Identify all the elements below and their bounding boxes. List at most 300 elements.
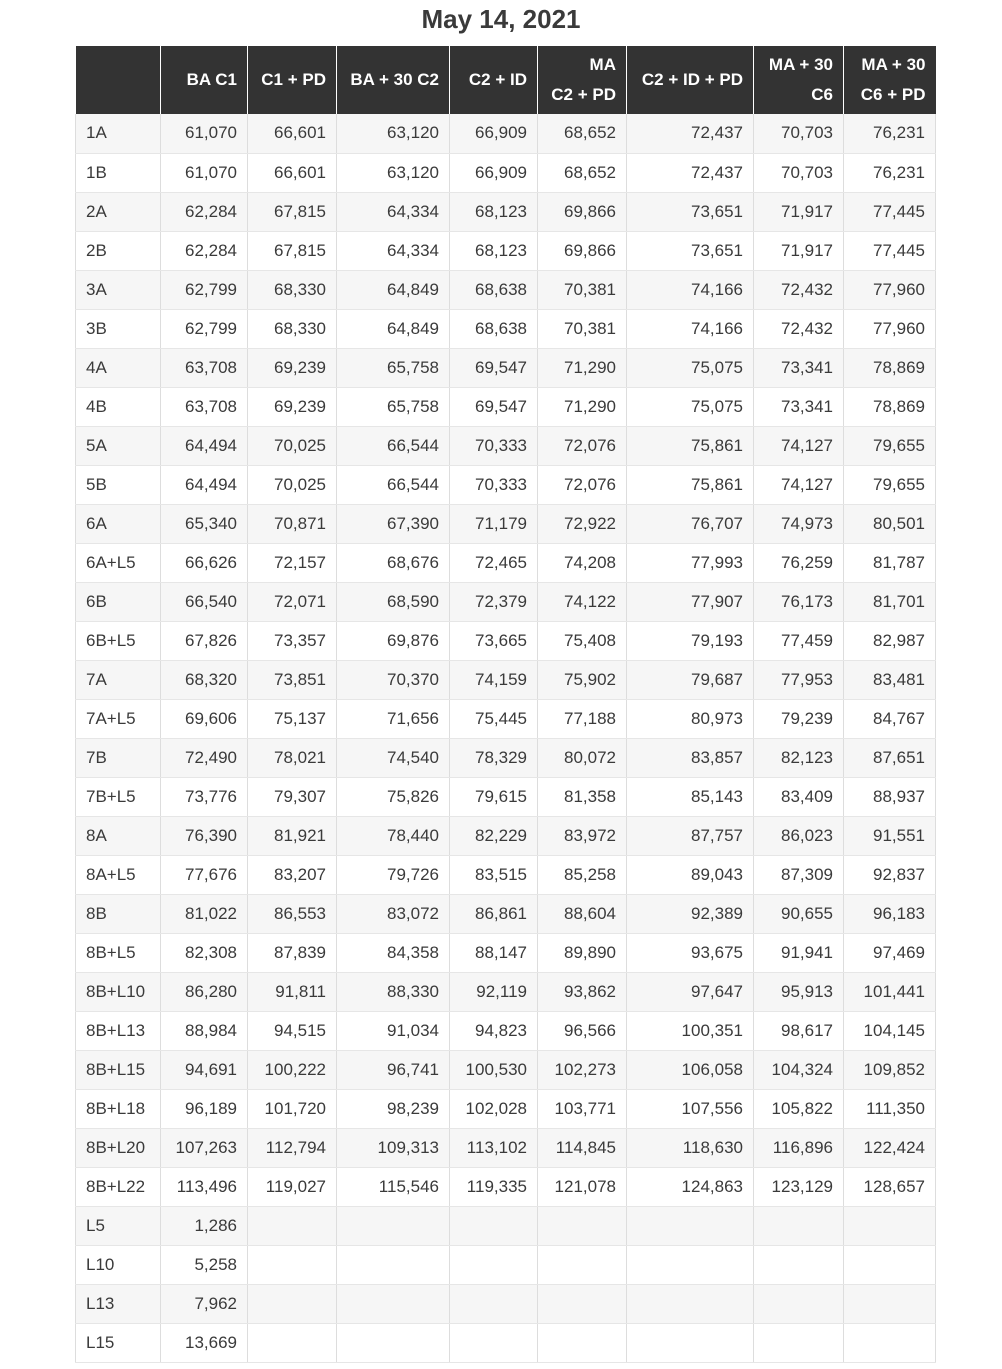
salary-cell: 80,501 — [844, 504, 936, 543]
salary-cell: 78,869 — [844, 348, 936, 387]
salary-cell: 91,941 — [754, 933, 844, 972]
salary-cell: 73,651 — [627, 192, 754, 231]
table-row — [76, 1089, 936, 1128]
salary-cell: 94,515 — [248, 1011, 337, 1050]
salary-cell: 72,071 — [248, 582, 337, 621]
salary-cell: 78,440 — [337, 816, 450, 855]
salary-cell: 68,330 — [248, 309, 337, 348]
salary-cell: 92,389 — [627, 894, 754, 933]
salary-cell — [627, 1323, 754, 1362]
header-cell-blank — [76, 46, 161, 114]
table-row — [76, 465, 936, 504]
salary-cell: 101,720 — [248, 1089, 337, 1128]
salary-cell: 89,890 — [538, 933, 627, 972]
table-row — [76, 1011, 936, 1050]
salary-table — [75, 46, 936, 1363]
salary-cell: 81,022 — [161, 894, 248, 933]
salary-cell: 96,741 — [337, 1050, 450, 1089]
salary-cell: 67,390 — [337, 504, 450, 543]
salary-cell: 62,799 — [161, 270, 248, 309]
salary-cell: 83,857 — [627, 738, 754, 777]
salary-cell: 87,309 — [754, 855, 844, 894]
salary-cell: 73,665 — [450, 621, 538, 660]
salary-cell: 69,239 — [248, 348, 337, 387]
salary-cell: 69,606 — [161, 699, 248, 738]
salary-cell: 81,358 — [538, 777, 627, 816]
salary-cell: 63,120 — [337, 153, 450, 192]
salary-cell: 83,207 — [248, 855, 337, 894]
salary-cell: 7,962 — [161, 1284, 248, 1323]
salary-cell — [337, 1206, 450, 1245]
salary-cell: 91,811 — [248, 972, 337, 1011]
row-label-cell: 1B — [76, 153, 161, 192]
salary-cell: 113,102 — [450, 1128, 538, 1167]
salary-cell: 79,655 — [844, 426, 936, 465]
salary-cell: 75,861 — [627, 465, 754, 504]
column-header-line: C2 + PD — [551, 85, 616, 104]
salary-cell: 105,822 — [754, 1089, 844, 1128]
table-row — [76, 738, 936, 777]
salary-cell: 107,263 — [161, 1128, 248, 1167]
salary-cell: 1,286 — [161, 1206, 248, 1245]
salary-cell: 75,137 — [248, 699, 337, 738]
salary-cell: 76,231 — [844, 153, 936, 192]
salary-cell: 72,490 — [161, 738, 248, 777]
salary-cell: 79,655 — [844, 465, 936, 504]
table-row — [76, 426, 936, 465]
salary-cell: 74,208 — [538, 543, 627, 582]
salary-cell: 61,070 — [161, 114, 248, 153]
salary-cell: 70,381 — [538, 309, 627, 348]
salary-cell: 73,651 — [627, 231, 754, 270]
row-label-cell: L13 — [76, 1284, 161, 1323]
salary-cell: 72,465 — [450, 543, 538, 582]
salary-cell: 77,445 — [844, 231, 936, 270]
salary-cell: 70,703 — [754, 114, 844, 153]
column-header — [248, 46, 337, 114]
salary-cell: 82,123 — [754, 738, 844, 777]
salary-cell: 112,794 — [248, 1128, 337, 1167]
row-label-cell: 6A+L5 — [76, 543, 161, 582]
salary-cell: 70,871 — [248, 504, 337, 543]
salary-cell: 121,078 — [538, 1167, 627, 1206]
row-label-cell: 6B — [76, 582, 161, 621]
salary-cell: 5,258 — [161, 1245, 248, 1284]
salary-cell: 74,159 — [450, 660, 538, 699]
salary-cell: 80,973 — [627, 699, 754, 738]
salary-cell — [450, 1323, 538, 1362]
salary-cell: 91,551 — [844, 816, 936, 855]
row-label-cell: 4A — [76, 348, 161, 387]
salary-cell: 65,340 — [161, 504, 248, 543]
salary-cell: 82,229 — [450, 816, 538, 855]
salary-cell: 72,437 — [627, 114, 754, 153]
column-header — [450, 46, 538, 114]
salary-cell: 76,390 — [161, 816, 248, 855]
table-row — [76, 114, 936, 153]
salary-cell: 72,432 — [754, 309, 844, 348]
salary-cell: 73,357 — [248, 621, 337, 660]
salary-cell: 98,239 — [337, 1089, 450, 1128]
salary-cell: 94,823 — [450, 1011, 538, 1050]
salary-cell: 92,837 — [844, 855, 936, 894]
salary-cell: 62,284 — [161, 231, 248, 270]
salary-cell: 79,615 — [450, 777, 538, 816]
salary-cell: 78,329 — [450, 738, 538, 777]
salary-cell: 77,445 — [844, 192, 936, 231]
salary-cell: 79,239 — [754, 699, 844, 738]
salary-cell: 66,909 — [450, 114, 538, 153]
column-header-line: BA + 30 C2 — [350, 70, 439, 89]
row-label-cell: 6B+L5 — [76, 621, 161, 660]
salary-cell: 70,333 — [450, 465, 538, 504]
salary-cell: 119,027 — [248, 1167, 337, 1206]
salary-cell: 88,330 — [337, 972, 450, 1011]
salary-cell — [450, 1245, 538, 1284]
salary-cell: 72,157 — [248, 543, 337, 582]
salary-cell: 100,351 — [627, 1011, 754, 1050]
salary-cell: 86,553 — [248, 894, 337, 933]
salary-cell: 88,604 — [538, 894, 627, 933]
salary-cell: 73,776 — [161, 777, 248, 816]
salary-cell: 79,726 — [337, 855, 450, 894]
salary-cell: 77,993 — [627, 543, 754, 582]
salary-cell: 68,590 — [337, 582, 450, 621]
salary-cell — [754, 1245, 844, 1284]
salary-cell: 93,862 — [538, 972, 627, 1011]
salary-cell: 83,072 — [337, 894, 450, 933]
salary-cell: 74,166 — [627, 270, 754, 309]
row-label-cell: 8B+L10 — [76, 972, 161, 1011]
table-row — [76, 231, 936, 270]
salary-cell: 68,123 — [450, 192, 538, 231]
salary-cell: 124,863 — [627, 1167, 754, 1206]
salary-cell — [337, 1245, 450, 1284]
salary-cell: 71,656 — [337, 699, 450, 738]
salary-cell: 88,147 — [450, 933, 538, 972]
salary-cell: 91,034 — [337, 1011, 450, 1050]
salary-cell: 64,334 — [337, 231, 450, 270]
row-label-cell: 8B — [76, 894, 161, 933]
salary-cell: 66,601 — [248, 153, 337, 192]
salary-cell: 92,119 — [450, 972, 538, 1011]
salary-cell: 61,070 — [161, 153, 248, 192]
salary-cell: 69,866 — [538, 192, 627, 231]
salary-cell: 87,757 — [627, 816, 754, 855]
salary-cell: 66,601 — [248, 114, 337, 153]
row-label-cell: 1A — [76, 114, 161, 153]
salary-cell: 68,652 — [538, 114, 627, 153]
salary-cell: 77,953 — [754, 660, 844, 699]
salary-cell: 74,166 — [627, 309, 754, 348]
salary-cell: 69,876 — [337, 621, 450, 660]
salary-cell: 67,815 — [248, 231, 337, 270]
row-label-cell: 2B — [76, 231, 161, 270]
salary-cell: 73,341 — [754, 348, 844, 387]
salary-cell — [538, 1323, 627, 1362]
salary-cell: 83,972 — [538, 816, 627, 855]
row-label-cell: L5 — [76, 1206, 161, 1245]
salary-cell: 71,290 — [538, 348, 627, 387]
row-label-cell: 5A — [76, 426, 161, 465]
salary-cell: 78,869 — [844, 387, 936, 426]
salary-cell: 109,313 — [337, 1128, 450, 1167]
row-label-cell: 2A — [76, 192, 161, 231]
salary-cell: 71,917 — [754, 231, 844, 270]
table-row — [76, 387, 936, 426]
salary-cell: 66,544 — [337, 465, 450, 504]
salary-cell: 83,481 — [844, 660, 936, 699]
salary-cell: 89,043 — [627, 855, 754, 894]
salary-cell: 72,076 — [538, 465, 627, 504]
salary-cell: 65,758 — [337, 387, 450, 426]
row-label-cell: 5B — [76, 465, 161, 504]
salary-cell — [844, 1245, 936, 1284]
salary-cell — [337, 1284, 450, 1323]
row-label-cell: L10 — [76, 1245, 161, 1284]
salary-cell: 118,630 — [627, 1128, 754, 1167]
salary-cell: 79,687 — [627, 660, 754, 699]
salary-cell — [627, 1245, 754, 1284]
salary-cell: 88,984 — [161, 1011, 248, 1050]
salary-cell: 74,540 — [337, 738, 450, 777]
table-row — [76, 1167, 936, 1206]
salary-cell: 102,028 — [450, 1089, 538, 1128]
salary-cell: 96,566 — [538, 1011, 627, 1050]
table-row — [76, 1284, 936, 1323]
salary-cell: 70,025 — [248, 465, 337, 504]
table-row — [76, 816, 936, 855]
salary-cell: 88,937 — [844, 777, 936, 816]
table-row — [76, 777, 936, 816]
salary-cell: 116,896 — [754, 1128, 844, 1167]
salary-cell: 75,445 — [450, 699, 538, 738]
salary-cell: 79,193 — [627, 621, 754, 660]
salary-cell: 113,496 — [161, 1167, 248, 1206]
salary-cell: 77,676 — [161, 855, 248, 894]
salary-cell — [754, 1206, 844, 1245]
salary-cell: 87,651 — [844, 738, 936, 777]
salary-cell — [627, 1206, 754, 1245]
salary-cell: 67,815 — [248, 192, 337, 231]
salary-cell: 76,173 — [754, 582, 844, 621]
salary-cell: 68,330 — [248, 270, 337, 309]
row-label-cell: 4B — [76, 387, 161, 426]
page-title: May 14, 2021 — [421, 4, 581, 34]
row-label-cell: 8B+L5 — [76, 933, 161, 972]
salary-cell: 86,280 — [161, 972, 248, 1011]
salary-cell: 13,669 — [161, 1323, 248, 1362]
column-header — [754, 46, 844, 114]
salary-cell: 68,320 — [161, 660, 248, 699]
salary-cell: 83,409 — [754, 777, 844, 816]
salary-cell: 72,076 — [538, 426, 627, 465]
salary-cell: 86,861 — [450, 894, 538, 933]
salary-cell: 69,547 — [450, 387, 538, 426]
column-header-line: MA — [589, 55, 616, 74]
salary-cell: 115,546 — [337, 1167, 450, 1206]
salary-cell: 75,826 — [337, 777, 450, 816]
salary-cell: 106,058 — [627, 1050, 754, 1089]
salary-cell: 119,335 — [450, 1167, 538, 1206]
row-label-cell: 8B+L22 — [76, 1167, 161, 1206]
column-header-line: C6 + PD — [860, 85, 926, 104]
table-row — [76, 270, 936, 309]
table-row — [76, 1128, 936, 1167]
table-header — [76, 46, 936, 114]
table-body — [76, 114, 936, 1362]
salary-cell: 107,556 — [627, 1089, 754, 1128]
salary-cell: 71,179 — [450, 504, 538, 543]
salary-cell: 123,129 — [754, 1167, 844, 1206]
salary-cell: 72,437 — [627, 153, 754, 192]
salary-cell — [248, 1323, 337, 1362]
column-header-line: MA + 30 — [861, 55, 926, 74]
salary-cell: 75,902 — [538, 660, 627, 699]
salary-cell — [248, 1206, 337, 1245]
salary-cell: 63,708 — [161, 348, 248, 387]
table-row — [76, 582, 936, 621]
salary-cell — [248, 1245, 337, 1284]
salary-cell: 96,183 — [844, 894, 936, 933]
salary-cell: 77,960 — [844, 270, 936, 309]
row-label-cell: L15 — [76, 1323, 161, 1362]
table-row — [76, 543, 936, 582]
salary-cell: 69,866 — [538, 231, 627, 270]
salary-cell: 111,350 — [844, 1089, 936, 1128]
salary-cell: 68,652 — [538, 153, 627, 192]
column-header — [627, 46, 754, 114]
salary-cell: 104,145 — [844, 1011, 936, 1050]
table-row — [76, 660, 936, 699]
salary-cell: 101,441 — [844, 972, 936, 1011]
salary-cell: 86,023 — [754, 816, 844, 855]
salary-cell: 72,922 — [538, 504, 627, 543]
salary-cell: 74,127 — [754, 426, 844, 465]
row-label-cell: 7B+L5 — [76, 777, 161, 816]
salary-cell: 76,231 — [844, 114, 936, 153]
salary-cell: 70,025 — [248, 426, 337, 465]
table-row — [76, 309, 936, 348]
salary-cell: 81,787 — [844, 543, 936, 582]
salary-cell: 77,459 — [754, 621, 844, 660]
salary-cell: 100,222 — [248, 1050, 337, 1089]
salary-cell: 64,494 — [161, 465, 248, 504]
salary-cell: 66,540 — [161, 582, 248, 621]
salary-cell: 98,617 — [754, 1011, 844, 1050]
salary-cell: 73,341 — [754, 387, 844, 426]
column-header — [538, 46, 627, 114]
salary-cell: 109,852 — [844, 1050, 936, 1089]
salary-cell: 102,273 — [538, 1050, 627, 1089]
salary-cell: 77,907 — [627, 582, 754, 621]
salary-cell — [844, 1206, 936, 1245]
salary-cell: 103,771 — [538, 1089, 627, 1128]
salary-cell: 71,290 — [538, 387, 627, 426]
salary-cell: 75,075 — [627, 348, 754, 387]
table-row — [76, 894, 936, 933]
salary-cell: 66,626 — [161, 543, 248, 582]
salary-cell: 72,379 — [450, 582, 538, 621]
salary-cell: 70,333 — [450, 426, 538, 465]
salary-cell: 70,381 — [538, 270, 627, 309]
salary-cell — [248, 1284, 337, 1323]
salary-cell: 62,284 — [161, 192, 248, 231]
column-header-line: C1 + PD — [261, 70, 326, 89]
table-row — [76, 1050, 936, 1089]
salary-cell: 80,072 — [538, 738, 627, 777]
salary-cell: 71,917 — [754, 192, 844, 231]
salary-cell — [450, 1206, 538, 1245]
salary-cell: 69,239 — [248, 387, 337, 426]
salary-cell: 70,370 — [337, 660, 450, 699]
table-row — [76, 699, 936, 738]
row-label-cell: 8A+L5 — [76, 855, 161, 894]
salary-cell: 66,909 — [450, 153, 538, 192]
salary-cell: 84,358 — [337, 933, 450, 972]
salary-cell: 64,494 — [161, 426, 248, 465]
column-header-line: C2 + ID + PD — [641, 70, 743, 89]
table-row — [76, 855, 936, 894]
row-label-cell: 8B+L15 — [76, 1050, 161, 1089]
table-row — [76, 621, 936, 660]
salary-cell: 74,127 — [754, 465, 844, 504]
salary-cell: 84,767 — [844, 699, 936, 738]
row-label-cell: 6A — [76, 504, 161, 543]
salary-cell: 90,655 — [754, 894, 844, 933]
salary-cell: 128,657 — [844, 1167, 936, 1206]
salary-cell: 100,530 — [450, 1050, 538, 1089]
salary-cell: 81,921 — [248, 816, 337, 855]
column-header-line: MA + 30 — [768, 55, 833, 74]
salary-cell: 68,638 — [450, 270, 538, 309]
table-row — [76, 933, 936, 972]
salary-cell: 63,120 — [337, 114, 450, 153]
salary-cell: 82,987 — [844, 621, 936, 660]
salary-cell — [844, 1323, 936, 1362]
salary-cell: 77,188 — [538, 699, 627, 738]
salary-cell: 96,189 — [161, 1089, 248, 1128]
row-label-cell: 8A — [76, 816, 161, 855]
salary-cell — [754, 1284, 844, 1323]
row-label-cell: 8B+L13 — [76, 1011, 161, 1050]
table-row — [76, 348, 936, 387]
column-header-line: C6 — [811, 85, 833, 104]
row-label-cell: 7A+L5 — [76, 699, 161, 738]
salary-cell: 122,424 — [844, 1128, 936, 1167]
row-label-cell: 3A — [76, 270, 161, 309]
salary-cell: 93,675 — [627, 933, 754, 972]
salary-cell: 68,123 — [450, 231, 538, 270]
salary-cell: 87,839 — [248, 933, 337, 972]
salary-cell: 76,259 — [754, 543, 844, 582]
salary-cell: 85,143 — [627, 777, 754, 816]
salary-cell: 76,707 — [627, 504, 754, 543]
salary-cell: 81,701 — [844, 582, 936, 621]
salary-cell: 94,691 — [161, 1050, 248, 1089]
table-row — [76, 1323, 936, 1362]
salary-cell: 74,973 — [754, 504, 844, 543]
salary-cell: 64,849 — [337, 270, 450, 309]
salary-cell: 62,799 — [161, 309, 248, 348]
salary-cell: 97,647 — [627, 972, 754, 1011]
row-label-cell: 8B+L20 — [76, 1128, 161, 1167]
salary-cell — [450, 1284, 538, 1323]
salary-cell — [627, 1284, 754, 1323]
column-header-line: C2 + ID — [468, 70, 527, 89]
salary-cell: 70,703 — [754, 153, 844, 192]
salary-cell — [844, 1284, 936, 1323]
